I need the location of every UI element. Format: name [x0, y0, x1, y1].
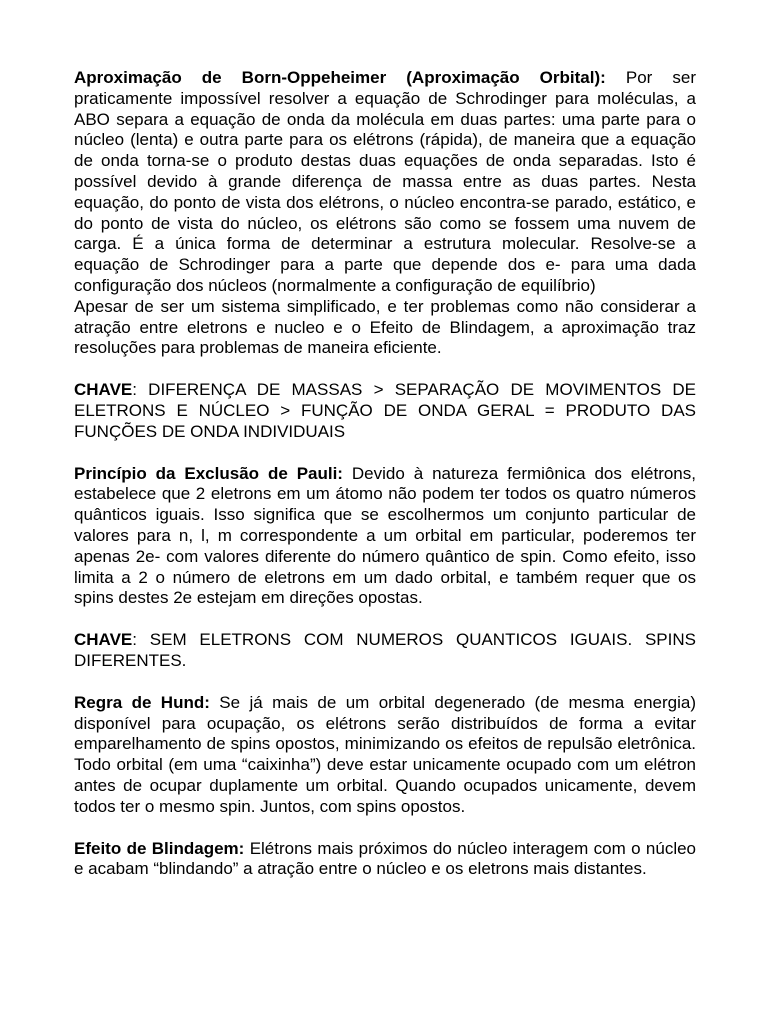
paragraph-gap [74, 359, 696, 380]
paragraph-gap [74, 672, 696, 693]
text-hund-rule: Se já mais de um orbital degenerado (de mesma energia) disponível para ocupação, os elétrons serão distribuídos de forma a evitar emparelhamento de spins opostos, minimizando os efeitos de repulsão eletrônica. Todo orbital (em uma “caixinha”) deve estar unicamente ocupado com um elétron antes de ocupar duplamente um orbital. Quando ocupados unicamente, devem todos ter o mesmo spin. Juntos, com spins opostos. [74, 692, 697, 816]
term-shielding-effect: Efeito de Blindagem: [74, 838, 245, 858]
term-pauli-exclusion: Princípio da Exclusão de Pauli: [74, 463, 343, 483]
paragraph-born-oppenheimer [74, 68, 696, 297]
key-label: CHAVE [74, 380, 133, 400]
key-text: : SEM ELETRONS COM NUMEROS QUANTICOS IGUAIS. SPINS DIFERENTES. [74, 630, 696, 670]
text-shielding-effect: Elétrons mais próximos do núcleo interagem com o núcleo e acabam “blindando” a atração entre o núcleo e os eletrons mais distantes. [74, 838, 696, 879]
key-label: CHAVE [74, 630, 133, 650]
paragraph-key-mass-difference [74, 380, 696, 442]
paragraph-gap [74, 609, 696, 630]
paragraph-gap [74, 443, 696, 464]
paragraph-hund-rule [74, 693, 696, 818]
paragraph-pauli-exclusion [74, 464, 696, 610]
paragraph-shielding-effect [74, 839, 696, 881]
term-hund-rule: Regra de Hund: [74, 692, 210, 712]
text-pauli-exclusion: Devido à natureza fermiônica dos elétrons, estabelece que 2 eletrons em um átomo não podem ter todos os quatro números quânticos iguais. Isso significa que se escolhermos um conjunto particular de valores para n, l, m correspondente a um orbital em particular, poderemos ter apenas 2e- com valores diferente do número quântico de spin. Como efeito, isso limita a 2 o número de eletrons em um dado orbital, e também requer que os spins destes 2e estejam em direções opostas. [74, 463, 696, 608]
paragraph-gap [74, 818, 696, 839]
text-born-oppenheimer-note: Apesar de ser um sistema simplificado, e ter problemas como não considerar a atração entre eletrons e nucleo e o Efeito de Blindagem, a aproximação traz resoluções para problemas de maneira eficiente. [74, 296, 696, 358]
key-text: : DIFERENÇA DE MASSAS > SEPARAÇÃO DE MOVIMENTOS DE ELETRONS E NÚCLEO > FUNÇÃO DE ONDA GERAL = PRODUTO DAS FUNÇÕES DE ONDA INDIVIDUAIS [74, 380, 696, 441]
term-born-oppenheimer: Aproximação de Born-Oppeheimer (Aproximação Orbital): [74, 68, 606, 87]
paragraph-born-oppenheimer-note [74, 297, 696, 359]
paragraph-key-quantum-numbers [74, 630, 696, 672]
text-born-oppenheimer: Por ser praticamente impossível resolver a equação de Schrodinger para moléculas, a ABO separa a equação de onda da molécula em duas partes: uma parte para o núcleo (lenta) e outra parte para os elétrons (rápida), de maneira que a equação de onda torna-se o produto destas duas equações de onda separadas. Isto é possível devido à grande diferença de massa entre as duas partes. Nesta equação, do ponto de vista dos elétrons, o núcleo encontra-se parado, estático, e do ponto de vista do núcleo, os elétrons são como se fossem uma nuvem de carga. É a única forma de determinar a estrutura molecular. Resolve-se a equação de Schrodinger para a parte que depende dos e- para uma dada configuração dos núcleos (normalmente a configuração de equilíbrio) [74, 68, 696, 295]
